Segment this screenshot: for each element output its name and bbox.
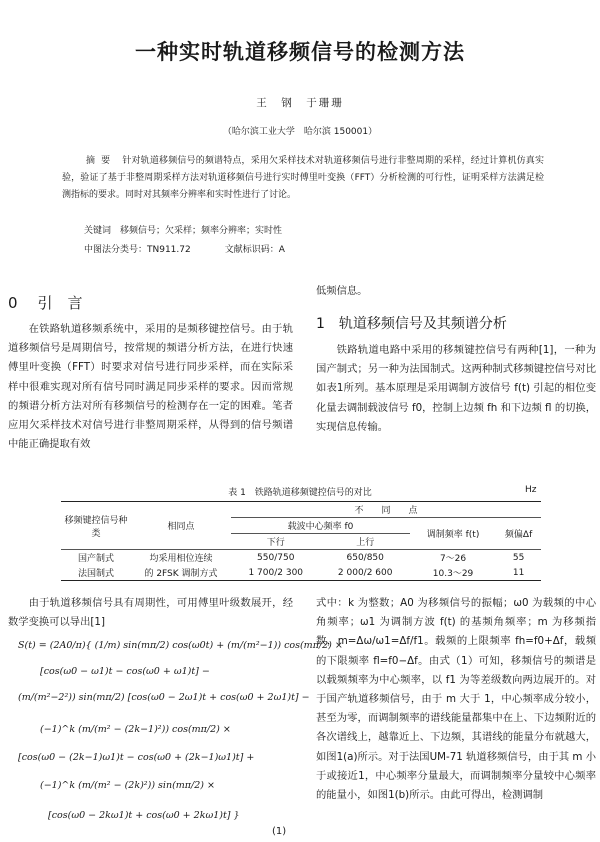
cell-uplink: 2 000/2 600 [320, 565, 409, 581]
table-row [61, 565, 541, 581]
header-frequency-deviation: 频偏Δf [496, 518, 541, 550]
section-1-number: 1 [316, 316, 325, 332]
section-1-paragraph: 铁路轨道电路中采用的移频键控信号有两种[1]，一种为国产制式；另一种为法国制式。这两种制式移频键控信号对比如表1所列。基本原理是采用调制方波信号 f(t) 引起的相位变化量去调制载波信号 f0，控制上边频 fh 和下边频 fl 的切换，实现信息传输。 [316, 344, 597, 433]
equation-number: (1) [272, 826, 287, 837]
intro-paragraph: 在铁路轨道移频系统中，采用的是频移键控信号。由于轨道移频信号是周期信号，按常规的频谱分析方法，在进行快速傅里叶变换（FFT）时要求对信号进行同步采样，而在实际采样中很难实现对所有信号同时满足同步采样的要求。因而常规的频谱分析方法对所有移频信号的检测存在一定的困难。笔者应用欠采样技术对信号进行非整周期采样，从得到的信号频谱中能正确提取有效 [8, 323, 293, 451]
cell-modulation: 10.3～29 [410, 565, 496, 581]
table-caption [0, 485, 600, 498]
equation-explanation-paragraph: 式中：k 为整数；A0 为移频信号的振幅；ω0 为载频的中心角频率；ω1 为调制方波 f(t) 的基频角频率；m 为移频指数，m=Δω/ω1=Δf/f1。载频的上限频率 fh=f0+Δf，载频的下限频率 fl=f0−Δf。由式（1）可知，移频信号的频谱是以载频频率为中心频率，以 f1 为等差级数向两边展开的。对于国产轨道移频信号，由于 m 大于 1，中心频率成分较小，甚至为零，而调制频率的谱线能量都集中在上、下边频附近的各次谱线上，越靠近上、下边频，其谱线的能量分布就越大，如图1(a)所示。对于法国UM-71 轨道移频信号，由于其 m 小于或接近1，中心频率分量最大，而调制频率分量较中心频率的能量小，如图1(b)所示。由此可得出，检测调制 [316, 597, 596, 802]
equation-line: (−1)^k (m/(m² − (2k−1)²)) cos(mπ/2) × [40, 724, 231, 735]
abstract-text: 针对轨道移频信号的频谱特点，采用欠采样技术对轨道移频信号进行非整周期的采样，经过计算机仿真实验，验证了基于非整周期采样方法对轨道移频信号进行实时傅里叶变换（FFT）分析检测的可行性，证明采样方法满足检测指标的要求。同时对其频率分辨率和实时性进行了讨论。 [62, 156, 544, 200]
cell-deviation: 11 [496, 565, 541, 581]
table-unit: Hz [525, 485, 537, 495]
section-1-title: 轨道移频信号及其频谱分析 [338, 316, 507, 332]
cell-modulation: 7～26 [439, 554, 467, 564]
cell-common: 均采用相位连续 [149, 554, 213, 564]
equation-line: [cos(ω0 − (2k−1)ω1)t − cos(ω0 + (2k−1)ω1)t] + [18, 752, 255, 763]
clc-number: 中图法分类号：TN911.72 [84, 245, 191, 255]
cell-deviation: 55 [512, 552, 525, 563]
section-1-heading [316, 313, 507, 333]
header-common: 相同点 [131, 502, 231, 550]
header-signal-type: 移频键控信号种类 [61, 502, 131, 550]
paper-title: 一种实时轨道移频信号的检测方法 [135, 40, 465, 64]
abstract-label: 摘要 [86, 156, 117, 166]
section-0-number: 0 [8, 294, 18, 312]
table-caption-text: 表 1 铁路轨道移频键控信号的对比 [228, 488, 372, 498]
section-0-title: 引 言 [37, 294, 83, 312]
header-uplink: 上行 [320, 534, 409, 550]
cell-uplink: 650/850 [346, 552, 384, 563]
document-code: 文献标识码：A [224, 245, 285, 255]
intro-paragraph-continued: 低频信息。 [316, 285, 368, 297]
section-0-heading [8, 292, 83, 313]
equation-line: (m/(m²−2²)) sin(mπ/2) [cos(ω0 − 2ω1)t + cos(ω0 + 2ω1)t] − [18, 692, 310, 703]
equation-line: [cos(ω0 − 2kω1)t + cos(ω0 + 2kω1)t] } [48, 810, 240, 821]
keywords: 关键词 移频信号；欠采样；频率分辨率；实时性 [84, 226, 283, 236]
affiliation: （哈尔滨工业大学 哈尔滨 150001） [222, 127, 378, 137]
cell-downlink: 1 700/2 300 [231, 565, 320, 581]
header-carrier-frequency: 载波中心频率 f0 [231, 518, 410, 534]
cell-type: 国产制式 [77, 554, 114, 564]
equation-line: S(t) = (2A0/π){ (1/m) sin(mπ/2) cos(ω0t) + (m/(m²−1)) cos(mπ/2) × [18, 640, 343, 651]
cell-type: 法国制式 [61, 565, 131, 581]
cell-common: 的 2FSK 调制方式 [131, 565, 231, 581]
abstract [62, 153, 544, 204]
equation-line: [cos(ω0 − ω1)t − cos(ω0 + ω1)t] − [40, 666, 210, 677]
cell-downlink: 550/750 [257, 552, 295, 563]
comparison-table [61, 501, 541, 581]
header-downlink: 下行 [231, 534, 320, 550]
header-modulation-frequency: 调制频率 f(t) [410, 518, 496, 550]
classification [84, 242, 319, 255]
fourier-intro-paragraph: 由于轨道移频信号具有周期性，可用傅里叶级数展开，经数学变换可以导出[1] [8, 597, 293, 629]
authors: 王 钢 于珊珊 [256, 97, 344, 109]
equation-line: (−1)^k (m/(m² − (2k)²)) sin(mπ/2) × [40, 780, 215, 791]
header-differences: 不 同 点 [231, 502, 541, 518]
table-row [61, 550, 541, 566]
